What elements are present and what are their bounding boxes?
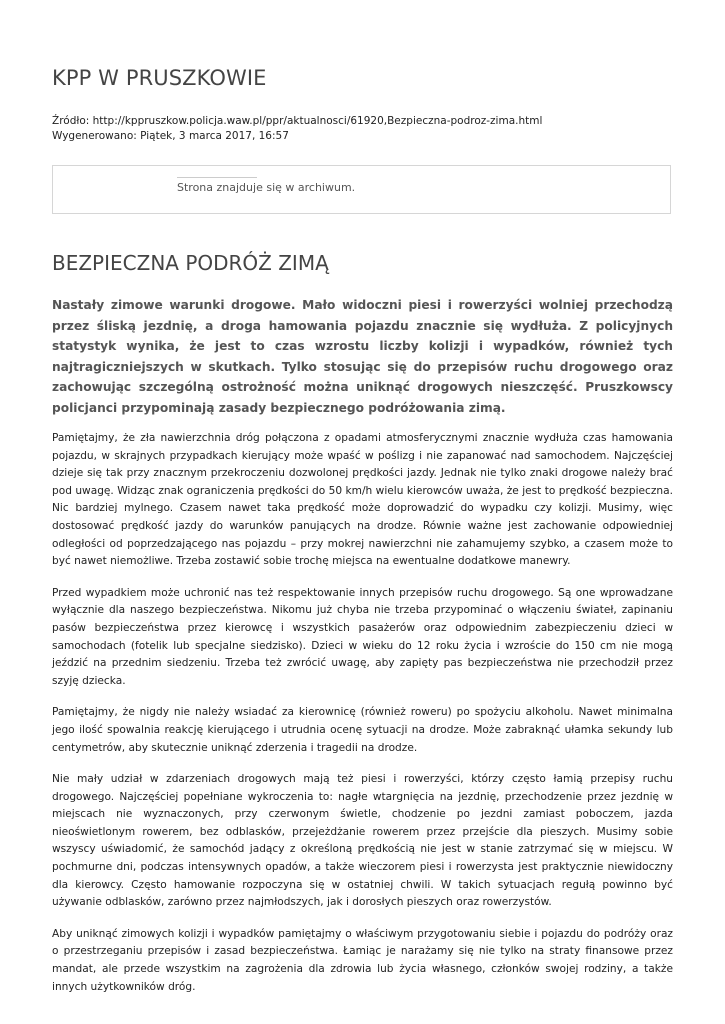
generated-date: Wygenerowano: Piątek, 3 marca 2017, 16:57: [52, 130, 289, 142]
article-paragraph: Pamiętajmy, że nigdy nie należy wsiadać za kierownicę (również roweru) po spożyciu alkoholu. Nawet minimalna jego ilość spowalnia reakcję kierującego i utrudnia ocenę sytuacji na drodze. Może zabraknąć ułamka sekundy lub centymetrów, aby skutecznie uniknąć zderzenia i tragedii na drodze.: [52, 706, 673, 754]
archive-divider: [177, 177, 257, 178]
article-paragraph: Aby uniknąć zimowych kolizji i wypadków pamiętajmy o właściwym przygotowaniu siebie i pojazdu do podróży oraz o przestrzeganiu przepisów i zasad bezpieczeństwa. Łamiąc je narażamy się nie tylko na straty finansowe przez mandat, ale przede wszystkim na zagrożenia dla zdrowia lub życia własnego, członków swojej rodziny, a także innych użytkowników dróg.: [52, 927, 673, 993]
archive-note: Strona znajduje się w archiwum.: [177, 181, 356, 194]
archive-notice: [52, 165, 671, 214]
article-body: [52, 430, 673, 1010]
article-paragraph: Przed wypadkiem może uchronić nas też respektowanie innych przepisów ruchu drogowego. Są one wprowadzane wyłącznie dla naszego bezpieczeństwa. Nikomu już chyba nie trzeba przypominać o włączeniu świateł, zapinaniu pasów bezpieczeństwa przez kierowcę i wszystkich pasażerów oraz odpowiednim zabezpieczeniu dzieci w samochodach (fotelik lub specjalne siedzisko). Dzieci w wieku do 12 roku życia i wzroście do 150 cm nie mogą jeździć na przednim siedzeniu. Trzeba też zwrócić uwagę, aby zapięty pas bezpieczeństwa nie przechodził przez szyję dziecka.: [52, 586, 673, 687]
article-paragraph: Nie mały udział w zdarzeniach drogowych mają też piesi i rowerzyści, którzy często łamią przepisy ruchu drogowego. Najczęściej popełniane wykroczenia to: nagłe wtargnięcia na jezdnię, przechodzenie przez jezdnię w miejscach nie wyznaczonych, przy czerwonym świetle, chodzenie po jezdni zamiast poboczem, jazda nieoświetlonym rowerem, bez odblasków, przejeżdżanie rowerem przez przejście dla pieszych. Musimy sobie wszyscy uświadomić, że samochód jadący z określoną prędkością nie jest w stanie zatrzymać się w miejscu. W pochmurne dni, podczas intensywnych opadów, a także wieczorem piesi i rowerzysta jest praktycznie niewidoczny dla kierowcy. Często hamowanie rozpoczyna się w ostatniej chwili. W takich sytuacjach regułą powinno być używanie odblasków, zarówno przez najmłodszych, jak i dorosłych pieszych oraz rowerzystów.: [52, 773, 673, 909]
site-title: KPP W PRUSZKOWIE: [52, 66, 267, 90]
source-url: Źródło: http://kppruszkow.policja.waw.pl/ppr/aktualnosci/61920,Bezpieczna-podroz-zima.html: [52, 115, 543, 127]
article-title: BEZPIECZNA PODRÓŻ ZIMĄ: [52, 251, 329, 275]
article-lead: Nastały zimowe warunki drogowe. Mało widoczni piesi i rowerzyści wolniej przechodzą przez śliską jezdnię, a droga hamowania pojazdu znacznie się wydłuża. Z policyjnych statystyk wynika, że jest to czas wzrostu liczby kolizji i wypadków, również tych najtragiczniejszych w skutkach. Tylko stosując się do przepisów ruchu drogowego oraz zachowując szczególną ostrożność można uniknąć drogowych nieszczęść. Pruszkowscy policjanci przypominają zasady bezpiecznego podróżowania zimą.: [52, 298, 673, 415]
article-paragraph: Pamiętajmy, że zła nawierzchnia dróg połączona z opadami atmosferycznymi znacznie wydłuża czas hamowania pojazdu, w skrajnych przypadkach kierujący może wpaść w poślizg i nie zapanować nad samochodem. Najczęściej dzieje się tak przy znacznym przekroczeniu dozwolonej prędkości jazdy. Jednak nie tylko znaki drogowe należy brać pod uwagę. Widząc znak ograniczenia prędkości do 50 km/h wielu kierowców uważa, że jest to prędkość bezpieczna. Nic bardziej mylnego. Czasem nawet taka prędkość może doprowadzić do wypadku czy kolizji. Musimy, więc dostosować prędkość jazdy do warunków panujących na drodze. Równie ważne jest zachowanie odpowiedniej odległości od poprzedzającego nas pojazdu – przy mokrej nawierzchni nie zahamujemy szybko, a czasem może to być nawet niemożliwe. Trzeba zostawić sobie trochę miejsca na ewentualne dodatkowe manewry.: [52, 432, 673, 568]
document-meta: [52, 114, 542, 144]
